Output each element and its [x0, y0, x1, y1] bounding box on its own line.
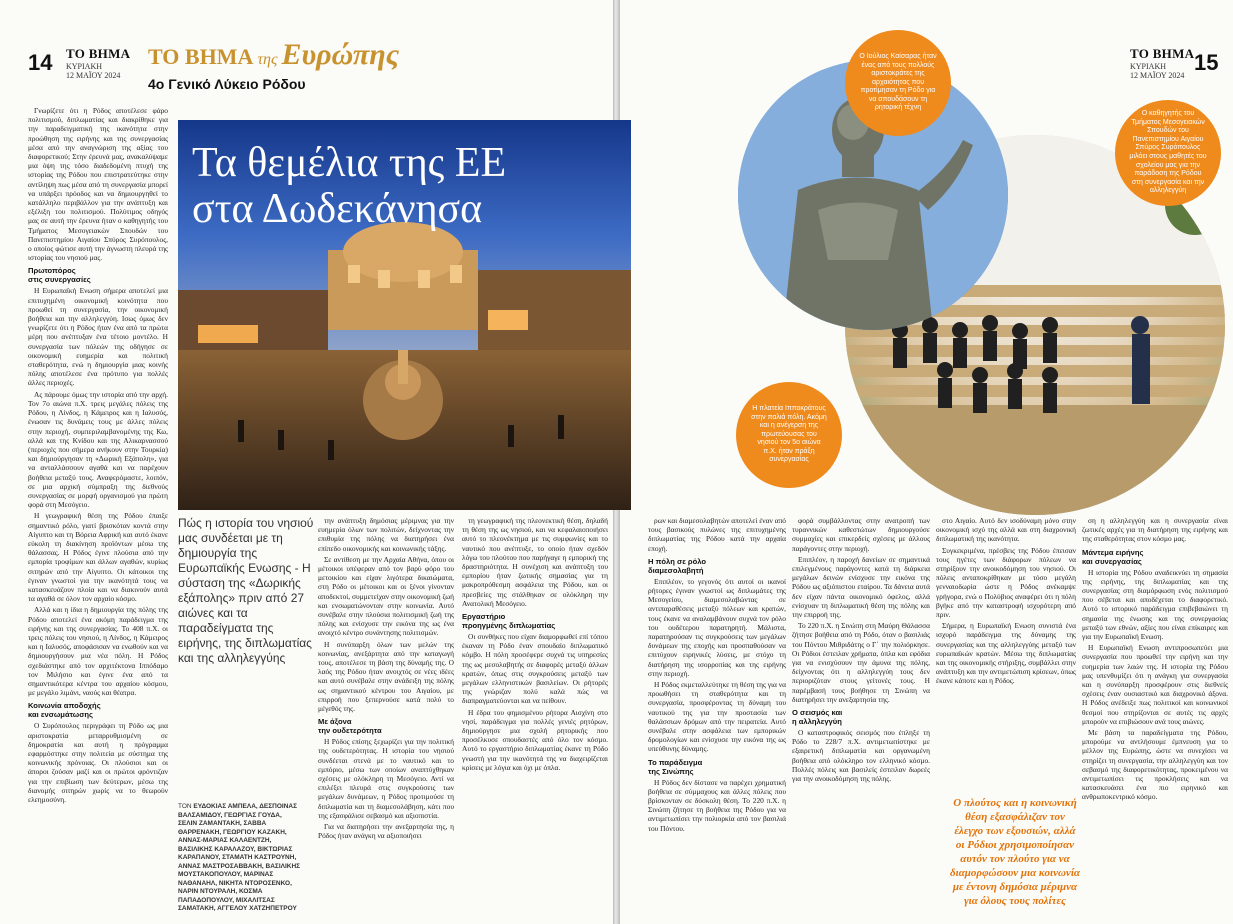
- paragraph: Το 220 π.Χ. η Σινώπη στη Μαύρη Θάλασσα ζήτησε βοήθεια από τη Ρόδο, όταν ο βασιλιάς του Πόντου Μιθριδάτης ο Γ΄ την πολιόρκησε. Οι Ρόδιοι έστειλαν χρήματα, όπλα και εφόδια για να ενισχύσουν την άμυνα της πόλης, δείχνοντας ότι η αλληλεγγύη τους δεν περιοριζόταν στους γείτονές τους. Η παρέμβασή τους βοήθησε τη Σινώπη να διατηρήσει την ανεξαρτησία της.: [792, 621, 930, 704]
- paragraph: Η Ρόδος δεν δίστασε να παρέχει χρηματική βοήθεια σε σύμμαχους και άλλες πόλεις που βρίσκονταν σε δύσκολη θέση. Το 220 π.Χ. η Σινώπη ζήτησε τη βοήθεια της Ρόδου για να αντιμετωπίσει την πολιορκία από τον βασιλιά του Πόντου.: [648, 777, 786, 833]
- subheading-line-1: Εργαστήριο: [462, 612, 506, 622]
- subheading: [28, 266, 168, 284]
- article-column-1: [648, 516, 786, 924]
- subheading: [1082, 548, 1228, 566]
- paragraph: Ο Συρόπουλος περιγράφει τη Ρόδο ως μια αριστοκρατία μεταρρυθμισμένη σε δημοκρατία και αυτή η πρόγραμμα εφαρμόστηκε στην πολιτεία με σύστημα της κοινωνικής πρόνοιας. Οι πλούσιοι και οι άποροι ζούσαν μαζί και οι πρώτοι φρόντιζαν για την επιβίωση των δεύτερων, μέσω της διανομής σιτηρών χωρίς να το θεωρούν ελεημοσύνη.: [28, 721, 168, 805]
- credits-prefix: ΤΟΝ: [178, 803, 192, 810]
- masthead-date: 12 ΜΑΪΟΥ 2024: [1130, 71, 1185, 80]
- school-name: 4ο Γενικό Λύκειο Ρόδου: [148, 76, 306, 92]
- subheading-line-2: και ενσωμάτωσης: [28, 710, 93, 720]
- masthead-date: 12 ΜΑΪΟΥ 2024: [66, 71, 121, 80]
- paragraph: Η γεωγραφική θέση της Ρόδου έπαιξε σημαντικό ρόλο, γιατί βρισκόταν κοντά στην Αίγυπτο και τη Βόρεια Αφρική και αυτό έκανε εύκολη τη διακίνηση προϊόντων μέσω της θάλασσας. Η Ρόδος έγινε πλούσια από την εμπορία τροφίμων και άλλων αγαθών, κυρίως σιτηρών από την Αίγυπτο. Οι κάτοικοι της έγιναν γνωστοί για την ικανότητά τους να κατασκευάζουν πλοία και να διακινούν αυτά τα αγαθά σε όλον τον αρχαίο κόσμο.: [28, 511, 168, 604]
- paragraph: Αλλά και η ίδια η δημιουργία της πόλης της Ρόδου αποτελεί ένα ακόμη παράδειγμα της ειρήνης και της συνεργασίας. Το 408 π.Χ. οι τρεις πόλεις του νησιού, η Λίνδος, η Κάμειρος και η Ιαλυσός, αποφάσισαν να ενωθούν και να δημιουργήσουν μια νέα πόλη. Η Ρόδος σχεδιάστηκε από τον αρχιτέκτονα Ιππόδαμο τον Μιλήσιο και έγινε ένα από τα σημαντικότερα κέντρα του αρχαίου κόσμου, με μεγάλο λιμάνι, ναούς και θέατρα.: [28, 605, 168, 698]
- article-column-3: [936, 516, 1076, 786]
- article-column-2: [318, 516, 454, 924]
- masthead: [66, 46, 130, 80]
- subheading-line-2: και συνεργασίας: [1082, 556, 1142, 566]
- subheading: [648, 758, 786, 776]
- subheading-line-1: Μάντεμα ειρήνης: [1082, 547, 1144, 557]
- square-caption-bubble: Η πλατεία Ιπποκράτους στην παλιά πόλη. Ακόμη και η ανέγερση της πρωτεύουσας του νησιού τον 5ο αιώνα π.Χ. ήταν πράξη συνεργασίας: [736, 382, 842, 488]
- article-column-4: [1082, 516, 1228, 924]
- paragraph: Η Ευρωπαϊκή Ενωση αντιπροσωπεύει μια συνεργασία που προωθεί την ειρήνη και την ευημερία των λαών της. Η ιστορία της Ρόδου μας υπενθυμίζει ότι η ανάγκη για συνεργασία και η συνύπαρξη προσφέρουν στις διεθνείς σχέσεις έναν ουσιαστικό και διαχρονικό άξονα. Η Ρόδος ανέδειξε πως πολιτικοί και κοινωνικοί θεσμοί που στηρίζονται σε αυτές τις αρχές μπορούν να επιβιώσουν ανά τους αιώνες.: [1082, 643, 1228, 726]
- main-photo: [178, 120, 631, 510]
- section-title-part3: Ευρώπης: [281, 38, 400, 71]
- subheading-line-1: Κοινωνία αποδοχής: [28, 701, 101, 711]
- paragraph: φορά συμβάλλοντας στην ανατροπή των τυραννικών καθεστώτων δημιουργούσε συμμαχίες και επικερδείς σχέσεις με άλλους παράγοντες στην περιοχή.: [792, 516, 930, 553]
- subheading-line-1: Η πόλη σε ρόλο: [648, 556, 707, 566]
- paragraph: Για να διατηρήσει την ανεξαρτησία της, η Ρόδος ήταν ανάγκη να αξιοποιήσει: [318, 822, 454, 841]
- statue-caption-bubble: Ο Ιούλιος Καίσαρας ήταν ένας από τους πολλούς αριστοκράτες της αρχαιότητας που προτίμησαν τη Ρόδο για να σπουδάσουν τη ρητορική τέχνη: [845, 30, 951, 136]
- masthead-name: ΤΟ ΒΗΜΑ: [1130, 46, 1195, 61]
- paragraph: Η Ρόδος εκμεταλλεύτηκε τη θέση της για να προωθήσει τη σταθερότητα και τη συνεργασία, προσφέροντας τη δύναμη του ναυτικού της για την προστασία των θαλάσσιων δρόμων από την πειρατεία. Αυτό συνέβαλε στην ασφάλεια των εμπορικών δρομολογίων και ενίσχυσε την εικόνα της ως υπεύθυνης δύναμης.: [648, 680, 786, 754]
- subheading: [318, 717, 454, 735]
- subheading-line-1: Πρωτοπόρος: [28, 266, 76, 276]
- paragraph: Ο καταστροφικός σεισμός που έπληξε τη Ρόδο το 228/7 π.Χ. αντιμετωπίστηκε με εξαιρετική διπλωματία και οργανωμένη βοήθεια από ολόκληρο τον ελληνικό κόσμο. Πολλές πόλεις και βασιλείς έστειλαν δωρεές για την ανοικοδόμηση της πόλης.: [792, 728, 930, 784]
- paragraph: Η ιστορία της Ρόδου αναδεικνύει τη σημασία της ειρήνης, της διπλωματίας και της συνεργασίας στη διαμόρφωση ενός πολιτισμού που σέβεται και αποδέχεται το διαφορετικό. Αυτό το ιστορικό παράδειγμα επιβεβαιώνει τη σημασία της ένωσης και της συνεργασίας μεταξύ των εθνών, αξίες που είναι επίκαιρες και για την Ευρωπαϊκή Ενωση.: [1082, 567, 1228, 642]
- subheading-line-2: η αλληλεγγύη: [792, 717, 842, 727]
- subheading: [792, 708, 930, 726]
- masthead-name: ΤΟ ΒΗΜΑ: [66, 46, 131, 61]
- paragraph: Ας πάρουμε όμως την ιστορία από την αρχή. Τον 7ο αιώνα π.Χ. τρεις μεγάλες πόλεις της Ρόδου, η Λίνδος, η Κάμειρος και η Ιαλυσός, ένωσαν τις δυνάμεις τους με άλλες πόλεις στην περιοχή, συμπεριλαμβανομένης της Κω, αλλά και της Κνίδου και της Αλικαρνασσού (περιοχές που σήμερα ανήκουν στην Τουρκία) και δημιούργησαν τη «Δωρική Εξάπολη», για να ανταλλάσσουν αγαθά και να παρέχουν βοήθεια μεταξύ τους. Αναφερόμαστε, λοιπόν, σε μια αρχική σύμπραξη της διεθνούς συνεργασίας σε μορφή οργανισμού για πρώτη φορά στη Μεσόγειο.: [28, 389, 168, 510]
- subheading-line-2: προηγμένης διπλωματίας: [462, 621, 556, 631]
- paragraph: Η έδρα του φημισμένου ρήτορα Αισχίνη στο νησί, παράδειγμα για πολλές γενιές ρητόρων, δημιούργησε μια σχολή ρητορικής που προσέλκυσε σπουδαστές από όλο τον κόσμο. Αυτό το εργαστήριο διπλωματίας έκανε τη Ρόδο γνωστή για την ικανότητά της να διαχειρίζεται κρίσεις με λόγια και όχι με όπλα.: [462, 707, 608, 772]
- author-credits: [178, 803, 302, 914]
- paragraph: Σήμερα, η Ευρωπαϊκή Ενωση συνιστά ένα ισχυρό παράδειγμα της δύναμης της συνεργασίας και της αλληλεγγύης μεταξύ των ευρωπαϊκών κρατών. Μέσω της διπλωματίας και της οικονομικής στήριξης, συμβάλλει στην ανάπτυξη και την αντιμετώπιση κρίσεων, όπως έκανε κάποτε και η Ρόδος.: [936, 621, 1076, 686]
- credits-names: ΕΥΔΟΚΙΑΣ ΑΜΠΕΛΑ, ΔΕΣΠΟΙΝΑΣ ΒΑΛΣΑΜΙΔΟΥ, ΓΕΩΡΓΙΑΣ ΓΟΥΔΑ, ΣΕΛΙΝ ΖΑΜΑΝΤΑΚΗ, ΣΑΒΒΑ ΘΑΡΡΕΝΑΚΗ, ΓΕΩΡΓΙΟΥ ΚΑΖΑΚΗ, ΑΝΝΑΣ-ΜΑΡΙΑΣ ΚΑΛΑΕΝΤΖΗ, ΒΑΣΙΛΙΚΗΣ ΚΑΡΑΛΑΖΟΥ, ΒΙΚΤΩΡΙΑΣ ΚΑΡΑΠΑΝΟΥ, ΣΤΑΜΑΤΗ ΚΑΣΤΡΟΥΝΗ, ΑΝΝΑΣ ΜΑΣΤΡΟΣΑΒΒΑΚΗ, ΒΑΣΙΛΙΚΗΣ ΜΟΥΣΤΑΚΟΠΟΥΛΟΥ, ΜΑΡΙΝΑΣ ΝΑΘΑΝΑΗΛ, ΝΙΚΗΤΑ ΝΤΟΡΟΣΕΝΚΟ, ΝΑΡΙΝ ΝΤΟΥΡΑΛΗ, ΚΟΣΜΑ ΠΑΠΑΔΟΠΟΥΛΟΥ, ΜΙΧΑΛΙΤΣΑΣ ΣΑΜΑΤΑΚΗ, ΑΓΓΕΛΟΥ ΧΑΤΖΗΠΕΤΡΟΥ: [178, 803, 301, 912]
- subheading-line-1: Ο σεισμός και: [792, 708, 843, 718]
- paragraph: Η Ρόδος επίσης ξεχωρίζει για την πολιτική της ουδετερότητας. Η ιστορία του νησιού συνδέεται στενά με το ναυτικό και το εμπόριο, μέσω των οποίων αναπτύχθηκαν σχέσεις με ολόκληρη τη Μεσόγειο. Αντί να επιλέξει πλευρά στις συγκρούσεις των μεγάλων δυνάμεων, η Ρόδος προτιμούσε τη διπλωματία και τη διαμεσολάβηση, κάτι που της εξασφάλισε σεβασμό και αξιοπιστία.: [318, 737, 454, 820]
- subheading-line-2: της Σινώπης: [648, 766, 694, 776]
- headline-line-1: Τα θεμέλια της ΕΕ: [192, 140, 507, 186]
- article-column-3: [462, 516, 608, 924]
- paragraph: Επιπλέον, το γεγονός ότι αυτοί οι ικανοί ρήτορες έγιναν γνωστοί ως διπλωμάτες της Μεσογείου, διαμεσολαβώντας σε αντιπαραθέσεις μεταξύ πόλεων και κρατών, τους έκανε να αναλαμβάνουν συχνά τον ρόλο του ουδέτερου παρατηρητή. Μάλιστα, παρατηρούσαν τις συγκρούσεις των μεγάλων δυνάμεων της εποχής και προσπαθούσαν να επιτύχουν ειρηνικές λύσεις, με στόχο τη διατήρηση της ισορροπίας και της ειρήνης στην περιοχή.: [648, 576, 786, 678]
- paragraph: ση η αλληλεγγύη και η συνεργασία είναι ζωτικές αρχές για τη διατήρηση της ειρήνης και της σταθερότητας στον κόσμο μας.: [1082, 516, 1228, 544]
- subheading-line-2: διαμεσολαβητή: [648, 565, 704, 575]
- paragraph: Συγκεκριμένα, πρέσβεις της Ρόδου έπεισαν τους ηγέτες των διάφορων πόλεων να στηρίξουν την ανοικοδόμηση του νησιού. Οι πόλεις ανταποκρίθηκαν με τόσο μεγάλη γενναιοδωρία ώστε η Ρόδος ανέκαμψε γρήγορα, ενώ ο Πολύβιος αναφέρει ότι η πόλη βγήκε από την καταστροφή ισχυρότερη από πριν.: [936, 545, 1076, 620]
- masthead: [1130, 46, 1194, 80]
- headline: [192, 140, 506, 232]
- paragraph: Η Ευρωπαϊκή Ενωση σήμερα αποτελεί μια επιτυχημένη οικονομική κοινότητα που προωθεί τη συνεργασία, την οικονομική βοήθεια και την αλληλεγγύη. Ισως όμως δεν γνωρίζετε ότι η Ρόδος ήταν ένα από τα πρώτα μέρη που ανέπτυξαν ένα τέτοιο μοντέλο. Η συνεργασία των πόλεών της οδήγησε σε οικονομική ευημερία και πολιτική σταθερότητα, ενώ η δημιουργία μιας κοινής πόλης αποτέλεσε ένα πρότυπο για πολλές άλλες περιοχές.: [28, 286, 168, 388]
- paragraph: ρων και διαμεσολαβητών αποτελεί έναν από τους βασικούς πυλώνες της επιτυχημένης διπλωματίας της Ρόδου κατά την αρχαία εποχή.: [648, 516, 786, 553]
- paragraph: στο Αιγαίο. Αυτό δεν ισοδύναμη μόνο στην οικονομική ισχύ της αλλά και στη διαχρονική διπλωματική της ικανότητα.: [936, 516, 1076, 544]
- article-column-1: [28, 106, 168, 924]
- section-title: [148, 38, 399, 72]
- page-number: 14: [28, 50, 53, 75]
- paragraph: Επιπλέον, η παροχή δανείων σε σημαντικά επιλεγμένους παράγοντες κατά τη διάρκεια μεγάλων δεινών ενίσχυσε την εικόνα της Ρόδου ως αξιόπιστου εταίρου. Τα δάνεια αυτά δεν είχαν πάντα οικονομικό όφελος, αλλά ενίσχυαν τη διπλωματική θέση της πόλης και την επιρροή της.: [792, 554, 930, 620]
- paragraph: Με βάση τα παραδείγματα της Ρόδου, μπορούμε να αντλήσουμε έμπνευση για το μέλλον της Ευρώπης, ώστε να συνεχίσει να στηρίζει τη συνεργασία, την αλληλεγγύη και τον σεβασμό της διαφορετικότητας, προκειμένου να αντιμετωπίσει τις προκλήσεις και να κατασκευάσει ένα πιο ειρηνικό και ανθρωποκεντρικό κόσμο.: [1082, 728, 1228, 802]
- headline-line-2: στα Δωδεκάνησα: [192, 186, 483, 232]
- article-column-2: [792, 516, 930, 924]
- right-pull-quote: Ο πλούτος και η κοινωνική θέση εξασφάλιζαν τον έλεγχο των εξουσιών, αλλά οι Ρόδιοι χρησιμοποίησαν αυτόν τον πλούτο για να διαμορφώσουν μια κοινωνία με έντονη δημόσια μέριμνα για όλους τους πολίτες: [950, 797, 1080, 907]
- paragraph: Γνωρίζετε ότι η Ρόδος αποτέλεσε φάρο πολιτισμού, διπλωματίας και διακρίθηκε για την παραδειγματική της ικανότητα στην προώθηση της ειρήνης και της συνεργασίας μέσα από την αναγνώριση της αξίας του διαφορετικού; Στην έρευνά μας, ανακαλύψαμε μια όψη της τόσο διαδεδομένη πτυχή της ιστορίας της Ρόδου που επιστρατεύτηκε στην αντίληψη πως μέσα από τη συνεργασία μπορεί να υπάρξει πρόοδος και να δημιουργηθεί το κατάλληλο περιβάλλον για την ανάπτυξη και εξέλιξη του πολιτισμού. Πολύτιμος οδηγός μας σε αυτή την έρευνα ήταν ο καθηγητής του Τμήματος Μεσογειακών Σπουδών του Πανεπιστημίου Αιγαίου Σπύρος Συρόπουλος, ο οποίος φώτισε αυτή την άγνωστη πλευρά της ιστορίας του νησιού μας.: [28, 106, 168, 263]
- pull-quote: Πώς η ιστορία του νησιού μας συνδέεται με τη δημιουργία της Ευρωπαϊκής Ενωσης - Η σύσταση της «Δωρικής εξάπολης» πριν από 27 αιώνες και τα παραδείγματα της ειρήνης, της διπλωματίας και της αλληλεγγύης: [178, 516, 314, 665]
- paragraph: Σε αντίθεση με την Αρχαία Αθήνα, όπου οι μέτοικοι υπέφεραν από τον βαρύ φόρο του μετοικίου και είχαν λιγότερα δικαιώματα, στη Ρόδο οι μέτοικοι και οι ξένοι γίνονταν αποδεκτοί, συμμετείχαν στην οικονομική ζωή και ενσωματώνονταν στην κοινωνία. Αυτό συνέβαλε στην πλούσια πολιτισμική ζωή της πόλης και ενίσχυσε την εικόνα της ως ένα ανοιχτό κέντρο συνάντησης πολιτισμών.: [318, 554, 454, 638]
- masthead-day: ΚΥΡΙΑΚΗ: [66, 62, 102, 71]
- subheading: [28, 701, 168, 719]
- paragraph: τη γεωγραφική της πλεονεκτική θέση, δηλαδή τη θέση της ως νησιού, και να κεφαλαιοποιήσει αυτό το πλεονέκτημα με τις συμφωνίες και το ναυτικό που ανέπτυξε, το οποίο ήταν σχεδόν λόγω του πλούτου που παρήγαγε η εμπορική της δραστηριότητα. Η συνέχιση και ανάπτυξη του εμπορίου ήταν ζωτικής σημασίας για τη μακροπρόθεσμη ασφάλεια της Ρόδου, και οι πρεσβείες της στάλθηκαν σε ολόκληρη την Ανατολική Μεσόγειο.: [462, 516, 608, 608]
- section-title-part1: ΤΟ ΒΗΜΑ: [148, 44, 254, 69]
- masthead-day: ΚΥΡΙΑΚΗ: [1130, 62, 1166, 71]
- subheading-line-1: Με άξονα: [318, 717, 352, 727]
- subheading-line-2: στις συνεργασίες: [28, 275, 91, 285]
- page-number: 15: [1194, 50, 1219, 75]
- professor-caption-bubble: Ο καθηγητής του Τμήματος Μεσογειακών Σπουδών του Πανεπιστημίου Αιγαίου Σπύρος Συρόπουλος μιλάει στους μαθητές του σχολείου μας για την παράδοση της Ρόδου στη συνεργασία και την αλληλεγγύη: [1115, 100, 1221, 206]
- subheading: [648, 557, 786, 575]
- section-title-part2: της: [257, 51, 278, 68]
- subheading-line-2: την ουδετερότητα: [318, 726, 382, 736]
- subheading-line-1: Το παράδειγμα: [648, 757, 703, 767]
- paragraph: την ανάπτυξη δημόσιας μέριμνας για την ευημερία όλων των πολιτών, δείχνοντας την επιθυμία της πόλης να διατηρήσει ένα επίπεδο οικονομικής και κοινωνικής τάξης.: [318, 516, 454, 553]
- paragraph: Η συνύπαρξη όλων των μελών της κοινωνίας, ανεξάρτητα από την καταγωγή τους, αποτέλεσε τη βάση της δύναμής της. Ο λαός της Ρόδου ήταν ανοιχτός σε νέες ιδέες και αυτό συνέβαλε στην ανάδειξη της πόλης ως σημαντικού κέντρου του Αιγαίου, με επιρροή που ξεπερνούσε κατά πολύ το μέγεθός της.: [318, 639, 454, 714]
- paragraph: Οι συνθήκες που είχαν διαμορφωθεί επί τόπου έκαναν τη Ρόδο έναν σπουδαίο διπλωματικό κόμβο. Η πόλη προσέφερε συχνά τις υπηρεσίες της ως μεσολαβητής σε διαφορές μεταξύ άλλων κρατών, όπως στις συγκρούσεις μεταξύ των μεγάλων ελληνιστικών βασιλείων. Οι ρήτορές της γνώριζαν πολύ καλά πώς να διαπραγματεύονται και να πείθουν.: [462, 632, 608, 706]
- subheading: [462, 612, 608, 630]
